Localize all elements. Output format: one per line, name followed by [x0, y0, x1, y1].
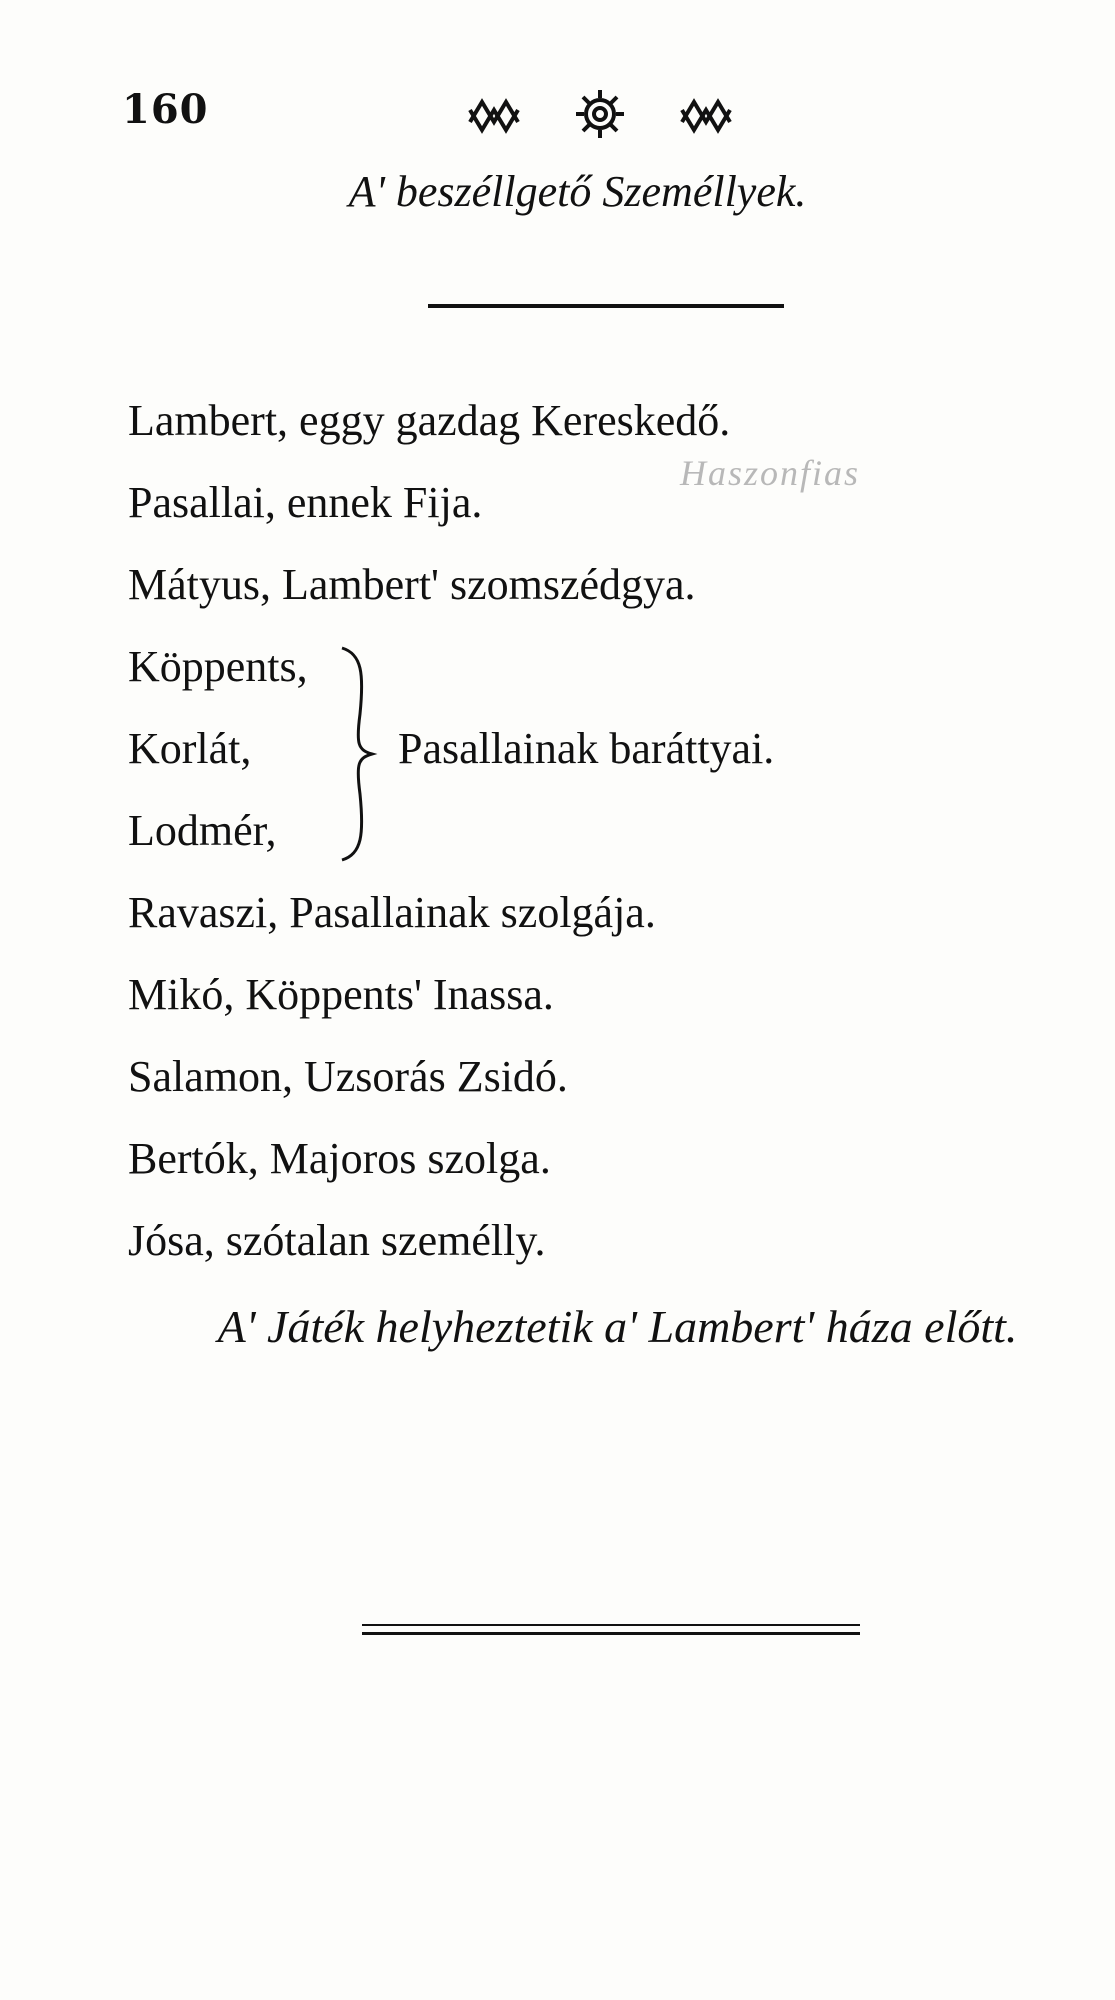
printers-ornament-icon [460, 82, 740, 142]
cast-group-description: Pasallainak baráttyai. [398, 724, 775, 773]
cast-item: Ravaszi, Pasallainak szolgája. [128, 888, 656, 937]
top-rule [428, 304, 784, 308]
bottom-rule [362, 1632, 860, 1635]
cast-group-name: Köppents, [128, 642, 308, 691]
cast-group-name: Korlát, [128, 724, 252, 773]
cast-item: Mátyus, Lambert' szomszédgya. [128, 560, 696, 609]
cast-item: Jósa, szótalan személly. [128, 1216, 546, 1265]
cast-item: Mikó, Köppents' Inassa. [128, 970, 554, 1019]
page-number: 160 [122, 86, 209, 133]
cast-item: Lambert, eggy gazdag Kereskedő. [128, 396, 731, 445]
cast-item: Pasallai, ennek Fija. [128, 478, 483, 527]
scene-setting: A' Játék helyheztetik a' Lambert' háza előtt. [217, 1301, 1018, 1352]
bottom-rule [362, 1624, 860, 1626]
brace-icon [336, 644, 380, 864]
cast-group-friends [128, 626, 775, 872]
pencil-annotation: Haszonfias [680, 453, 861, 493]
cast-item: Bertók, Majoros szolga. [128, 1134, 551, 1183]
cast-item: Salamon, Uzsorás Zsidó. [128, 1052, 568, 1101]
page-heading: A' beszéllgető Személlyek. [348, 167, 807, 216]
cast-group-name: Lodmér, [128, 806, 277, 855]
